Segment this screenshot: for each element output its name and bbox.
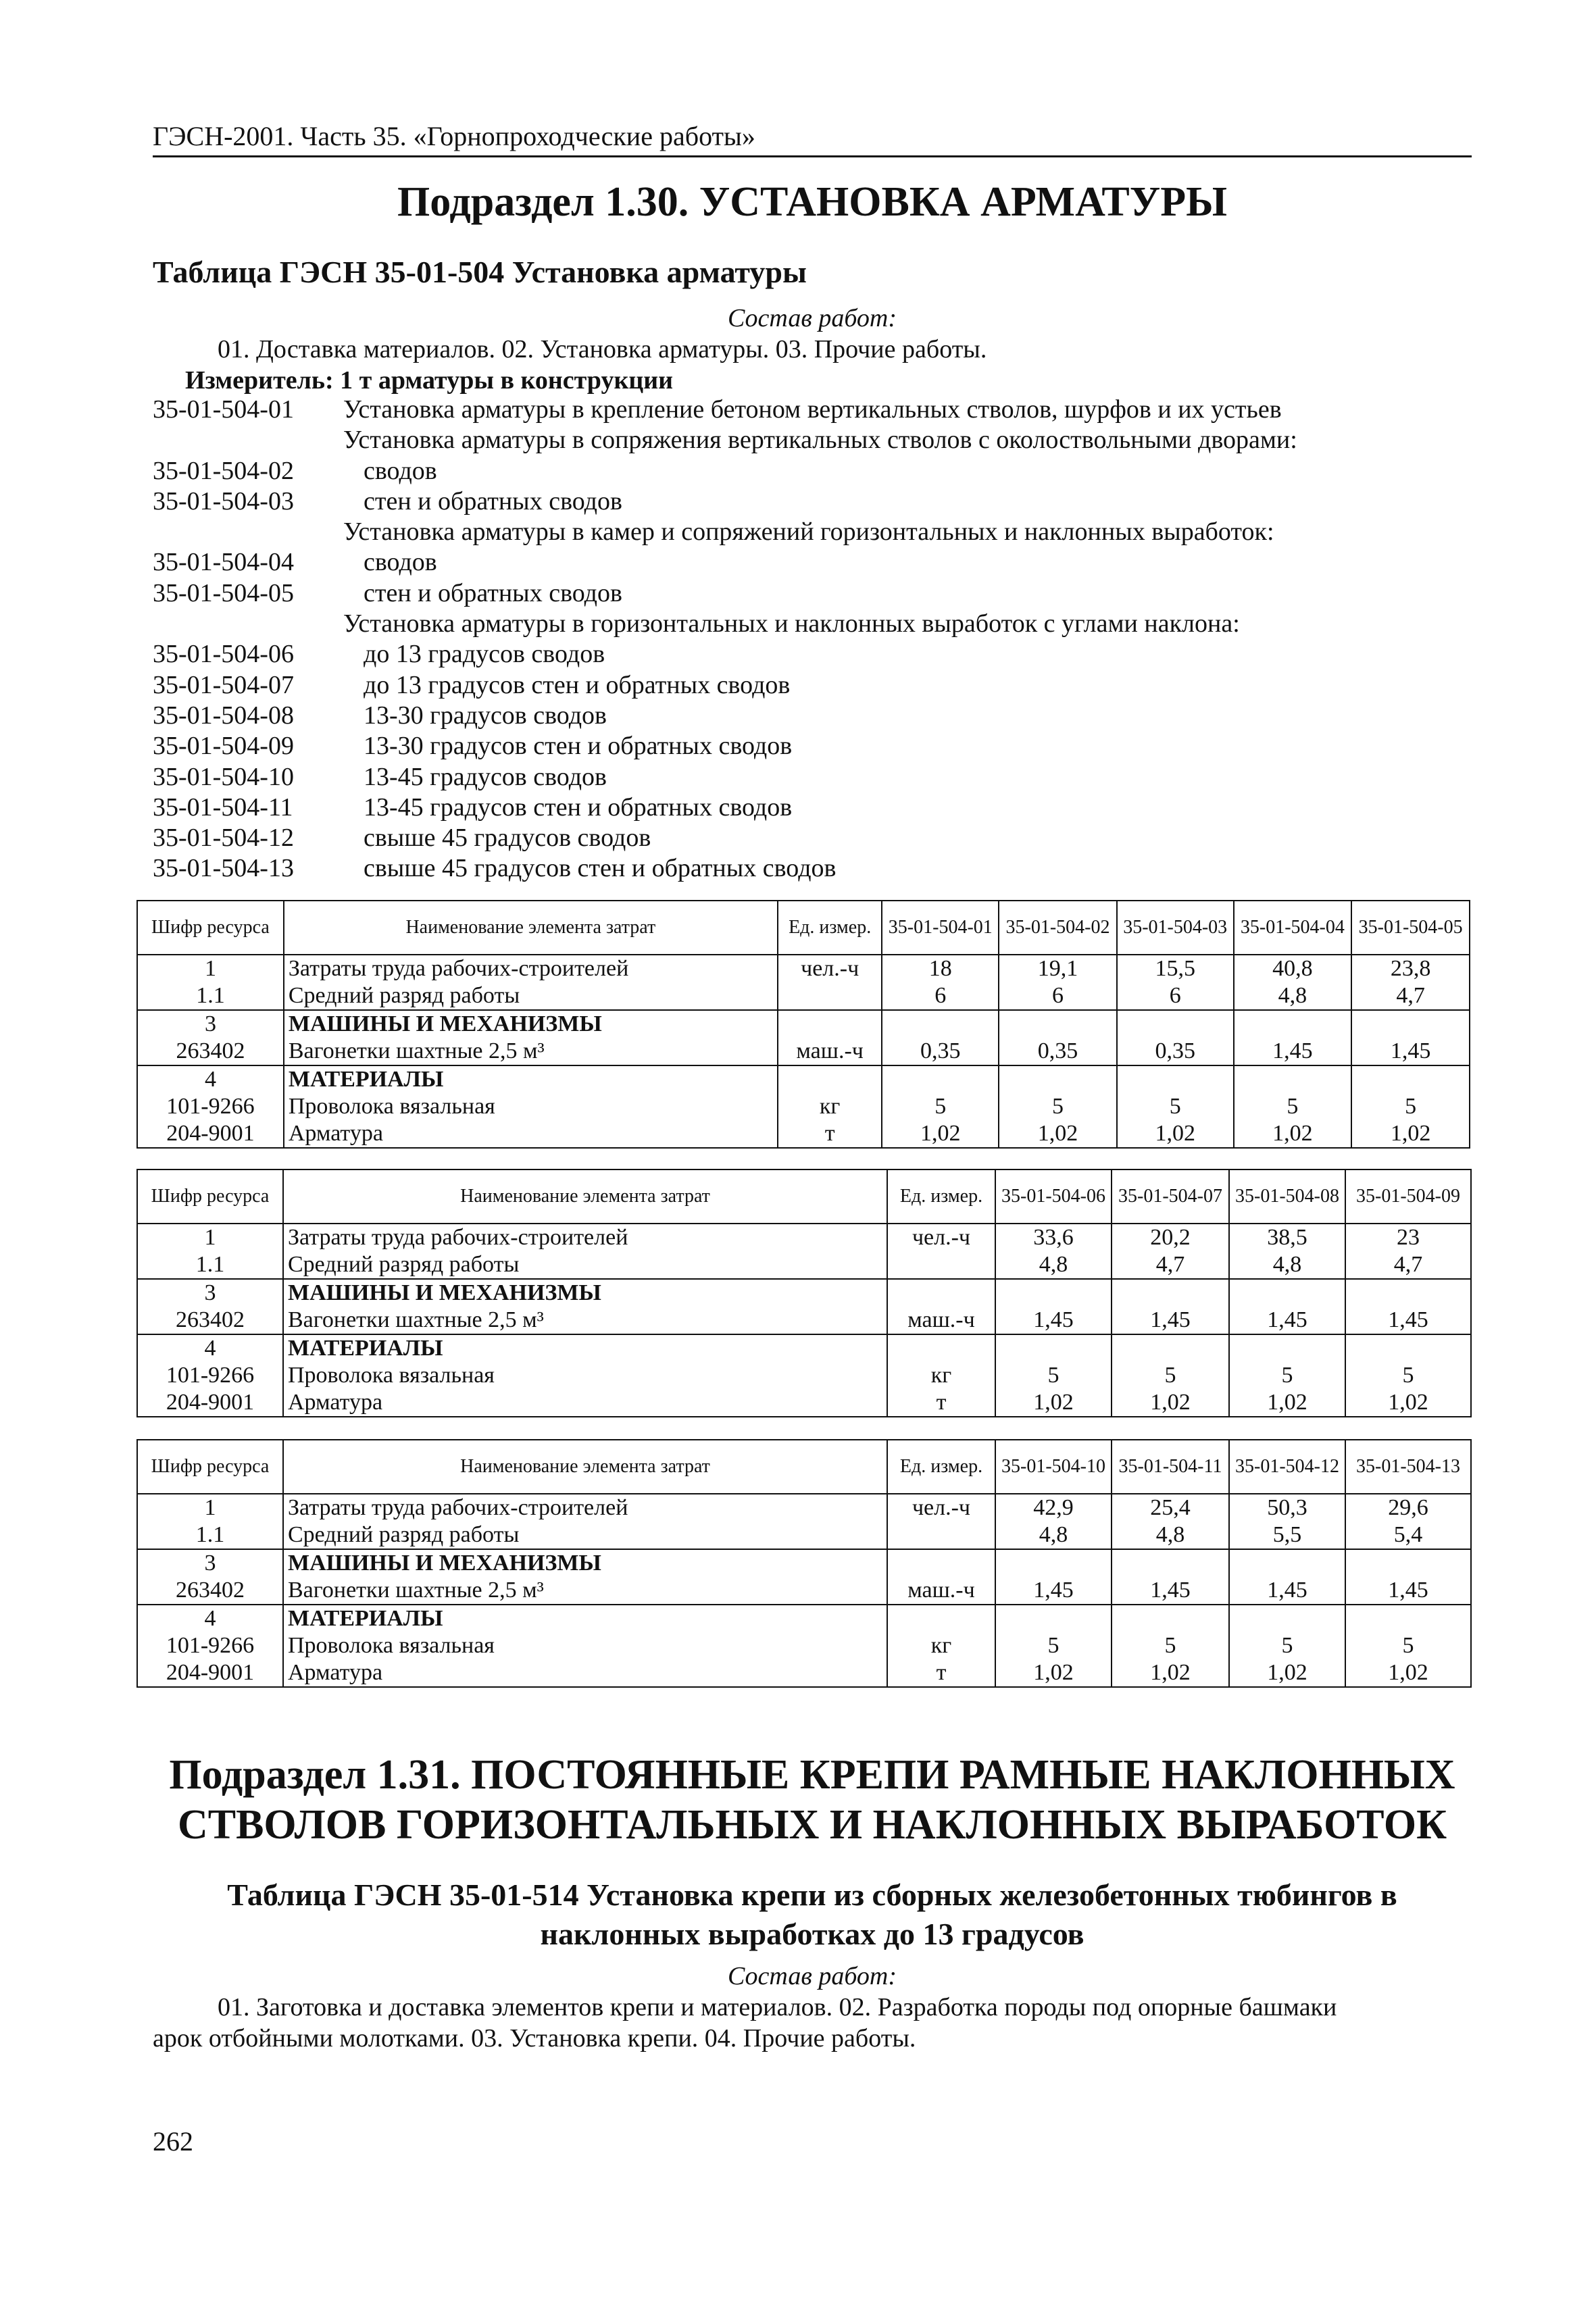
resource-code: 3 [204,1280,216,1305]
value: 1,02 [1033,1660,1074,1685]
value: 0,35 [1155,1038,1195,1063]
resource-code: 3 [204,1551,216,1576]
value: 1,02 [1267,1660,1307,1685]
code-list-row [153,547,1472,578]
value: 5 [1402,1363,1414,1388]
norm-description: стен и обратных сводов [364,578,622,607]
resource-code: 263402 [176,1038,245,1063]
value: 4,8 [1272,1252,1302,1277]
value: 33,6 [1033,1225,1074,1250]
norm-code: 35-01-504-06 [153,640,294,669]
value: 1,02 [1037,1121,1078,1146]
value: 0,35 [920,1038,961,1063]
header-name: Наименование элемента затрат [283,1440,887,1494]
unit: кг [930,1363,952,1388]
norm-description: Установка арматуры в крепление бетоном вертикальных стволов, шурфов и их устьев [343,395,1282,424]
unit: т [824,1121,835,1146]
measure-unit: Измеритель: 1 т арматуры в конструкции [185,366,674,395]
header-unit: Ед. измер. [887,1169,995,1224]
value: 4,8 [1155,1522,1185,1547]
work-composition-text: 01. Доставка материалов. 02. Установка арматуры. 03. Прочие работы. [218,335,987,363]
value: 40,8 [1272,956,1313,981]
value: 1,45 [1150,1578,1191,1603]
resource-code: 263402 [176,1578,245,1603]
resource-code: 4 [204,1067,216,1092]
header-col: 35-01-504-10 [995,1440,1112,1494]
group-title: МАШИНЫ И МЕХАНИЗМЫ [288,1551,601,1576]
value: 19,1 [1037,956,1078,981]
resource-code: 1.1 [196,983,225,1008]
cost-name: Арматура [288,1390,383,1415]
resource-code: 101-9266 [166,1633,255,1658]
value: 1,45 [1388,1307,1428,1332]
group-title: МАШИНЫ И МЕХАНИЗМЫ [288,1011,602,1036]
resource-code: 1 [204,1495,216,1520]
cost-name: Средний разряд работы [288,983,520,1008]
value: 1,02 [1267,1390,1307,1415]
value: 1,45 [1033,1307,1074,1332]
table-header-row [137,901,1470,955]
norm-code: 35-01-504-10 [153,762,294,791]
resource-code: 3 [204,1011,216,1036]
cost-name: Арматура [288,1660,383,1685]
norm-table-3 [136,1439,1472,1688]
group-title: МАШИНЫ И МЕХАНИЗМЫ [288,1280,601,1305]
header-col: 35-01-504-11 [1112,1440,1229,1494]
value: 1,45 [1388,1578,1428,1603]
value: 6 [1169,983,1181,1008]
value: 5 [1281,1363,1293,1388]
work-composition-text-2b: арок отбойными молотками. 03. Установка крепи. 04. Прочие работы. [153,2024,916,2053]
norm-table-1 [136,900,1470,1149]
header-col: 35-01-504-03 [1117,901,1234,955]
resource-code: 101-9266 [166,1094,255,1119]
header-code: Шифр ресурса [137,1440,283,1494]
section-title-1-30: Подраздел 1.30. УСТАНОВКА АРМАТУРЫ [397,179,1227,225]
norm-description: свыше 45 градусов стен и обратных сводов [364,854,837,883]
norm-description: Установка арматуры в горизонтальных и наклонных выработок с углами наклона: [343,609,1240,638]
resource-code: 4 [204,1336,216,1361]
value: 5 [1051,1094,1064,1119]
value: 5 [934,1094,947,1119]
value: 1,02 [1390,1121,1431,1146]
value: 18 [928,956,952,981]
value: 1,02 [1155,1121,1195,1146]
value: 4,8 [1278,983,1307,1008]
header-col: 35-01-504-02 [999,901,1117,955]
cost-name: Затраты труда рабочих-строителей [288,956,629,981]
norm-description: 13-45 градусов стен и обратных сводов [364,793,793,822]
table-title-35-01-514-line2: наклонных выработках до 13 градусов [540,1917,1084,1951]
table-row-labor [137,1224,1471,1279]
norm-code: 35-01-504-13 [153,854,294,883]
value: 4,7 [1155,1252,1185,1277]
header-col: 35-01-504-13 [1345,1440,1471,1494]
resource-code: 204-9001 [166,1390,255,1415]
value: 5 [1047,1633,1059,1658]
norm-description: до 13 градусов стен и обратных сводов [364,670,791,699]
code-list-row [153,639,1472,670]
header-name: Наименование элемента затрат [283,1169,887,1224]
value: 5 [1169,1094,1181,1119]
table-header-row [137,1169,1471,1224]
code-list-row [153,609,1472,639]
table-row-machines [137,1010,1470,1065]
value: 5 [1281,1633,1293,1658]
cost-name: Проволока вязальная [288,1094,495,1119]
norm-description: свыше 45 градусов сводов [364,824,651,853]
value: 6 [1051,983,1064,1008]
value: 4,8 [1039,1522,1068,1547]
resource-code: 263402 [176,1307,245,1332]
resource-code: 1 [204,956,216,981]
norm-code: 35-01-504-09 [153,732,294,761]
table-title-35-01-504: Таблица ГЭСН 35-01-504 Установка арматуры [153,255,807,289]
unit: т [936,1390,947,1415]
value: 4,7 [1396,983,1425,1008]
unit: кг [930,1633,952,1658]
section-title-1-31-line2: СТВОЛОВ ГОРИЗОНТАЛЬНЫХ И НАКЛОННЫХ ВЫРАБОТОК [177,1802,1447,1848]
section-title-1-31-line1: Подраздел 1.31. ПОСТОЯННЫЕ КРЕПИ РАМНЫЕ НАКЛОННЫХ [169,1752,1455,1798]
table-row-machines [137,1279,1471,1334]
work-composition-label-2: Состав работ: [727,1962,897,1990]
cost-name: Вагонетки шахтные 2,5 м³ [288,1038,545,1063]
value: 1,45 [1272,1038,1313,1063]
unit: маш.-ч [907,1578,975,1603]
table-header-row [137,1440,1471,1494]
unit: чел.-ч [801,956,859,981]
norm-code: 35-01-504-12 [153,824,294,853]
value: 20,2 [1150,1225,1191,1250]
header-col: 35-01-504-09 [1345,1169,1471,1224]
value: 38,5 [1267,1225,1307,1250]
value: 5 [1047,1363,1059,1388]
table-row-materials [137,1334,1471,1417]
unit: чел.-ч [912,1495,971,1520]
cost-name: Затраты труда рабочих-строителей [288,1225,628,1250]
norm-table-2 [136,1169,1472,1417]
norm-code: 35-01-504-07 [153,670,294,699]
code-list-row [153,823,1472,853]
value: 42,9 [1033,1495,1074,1520]
resource-code: 1.1 [195,1252,225,1277]
norm-code: 35-01-504-03 [153,486,294,515]
value: 15,5 [1155,956,1195,981]
value: 1,45 [1390,1038,1431,1063]
code-list-row [153,395,1472,425]
code-list-row [153,853,1472,884]
work-composition-label: Состав работ: [727,304,897,332]
norm-code: 35-01-504-08 [153,701,294,730]
cost-name: Вагонетки шахтные 2,5 м³ [288,1578,544,1603]
code-list-row [153,486,1472,517]
resource-code: 1.1 [195,1522,225,1547]
norm-code: 35-01-504-02 [153,456,294,485]
value: 25,4 [1150,1495,1191,1520]
value: 1,45 [1267,1307,1307,1332]
value: 1,02 [1150,1660,1191,1685]
header-col: 35-01-504-12 [1229,1440,1345,1494]
resource-code: 101-9266 [166,1363,255,1388]
value: 5 [1164,1633,1176,1658]
code-list-row [153,731,1472,761]
header-unit: Ед. измер. [778,901,882,955]
value: 1,02 [1150,1390,1191,1415]
norm-code: 35-01-504-11 [153,793,293,822]
norm-description: 13-30 градусов сводов [364,701,607,730]
header-code: Шифр ресурса [137,1169,283,1224]
value: 5 [1164,1363,1176,1388]
cost-name: Средний разряд работы [288,1252,520,1277]
value: 1,02 [1033,1390,1074,1415]
norm-code: 35-01-504-04 [153,548,294,577]
running-header: ГЭСН-2001. Часть 35. «Горнопроходческие работы» [153,120,1472,157]
header-code: Шифр ресурса [137,901,284,955]
cost-name: Проволока вязальная [288,1633,495,1658]
value: 1,02 [1272,1121,1313,1146]
value: 1,45 [1267,1578,1307,1603]
table-row-materials [137,1605,1471,1687]
value: 1,02 [1388,1390,1428,1415]
norm-description: сводов [364,456,437,485]
cost-name: Арматура [288,1121,383,1146]
header-col: 35-01-504-06 [995,1169,1112,1224]
code-list-row [153,425,1472,455]
code-list-row [153,701,1472,731]
header-col: 35-01-504-05 [1351,901,1470,955]
value: 5 [1405,1094,1417,1119]
value: 50,3 [1267,1495,1307,1520]
work-composition-text-2a: 01. Заготовка и доставка элементов крепи и материалов. 02. Разработка породы под опорные башмаки [218,1993,1337,2021]
value: 23 [1397,1225,1420,1250]
value: 29,6 [1388,1495,1428,1520]
resource-code: 4 [204,1606,216,1631]
norm-description: 13-45 градусов сводов [364,762,607,791]
norm-description: стен и обратных сводов [364,486,622,515]
norm-description: Установка арматуры в камер и сопряжений горизонтальных и наклонных выработок: [343,518,1274,547]
cost-name: Вагонетки шахтные 2,5 м³ [288,1307,544,1332]
code-list-row [153,456,1472,486]
group-title: МАТЕРИАЛЫ [288,1067,444,1092]
resource-code: 1 [204,1225,216,1250]
unit: т [936,1660,947,1685]
code-list-row [153,517,1472,547]
unit: маш.-ч [907,1307,975,1332]
unit: кг [819,1094,841,1119]
value: 5,4 [1393,1522,1423,1547]
header-name: Наименование элемента затрат [284,901,778,955]
code-list [153,395,1472,884]
header-col: 35-01-504-01 [882,901,999,955]
value: 1,45 [1150,1307,1191,1332]
norm-description: 13-30 градусов стен и обратных сводов [364,732,793,761]
value: 1,02 [920,1121,961,1146]
unit: маш.-ч [796,1038,864,1063]
unit: чел.-ч [912,1225,971,1250]
header-col: 35-01-504-08 [1229,1169,1345,1224]
value: 5 [1287,1094,1299,1119]
table-row-labor [137,955,1470,1010]
group-title: МАТЕРИАЛЫ [288,1606,443,1631]
header-col: 35-01-504-04 [1234,901,1352,955]
value: 4,7 [1393,1252,1423,1277]
table-row-materials [137,1065,1470,1148]
code-list-row [153,670,1472,701]
page-number: 262 [153,2126,193,2157]
cost-name: Средний разряд работы [288,1522,520,1547]
group-title: МАТЕРИАЛЫ [288,1336,443,1361]
code-list-row [153,578,1472,609]
table-row-machines [137,1549,1471,1605]
cost-name: Затраты труда рабочих-строителей [288,1495,628,1520]
norm-code: 35-01-504-05 [153,578,294,607]
table-title-35-01-514-line1: Таблица ГЭСН 35-01-514 Установка крепи из сборных железобетонных тюбингов в [227,1878,1397,1912]
norm-description: до 13 градусов сводов [364,640,605,669]
header-unit: Ед. измер. [887,1440,995,1494]
table-row-labor [137,1494,1471,1549]
value: 1,02 [1388,1660,1428,1685]
value: 5,5 [1272,1522,1302,1547]
cost-name: Проволока вязальная [288,1363,495,1388]
resource-code: 204-9001 [166,1121,255,1146]
resource-code: 204-9001 [166,1660,255,1685]
value: 1,45 [1033,1578,1074,1603]
value: 23,8 [1390,956,1431,981]
value: 5 [1402,1633,1414,1658]
value: 6 [934,983,947,1008]
norm-description: Установка арматуры в сопряжения вертикальных стволов с околоствольными дворами: [343,426,1297,455]
code-list-row [153,793,1472,823]
norm-code: 35-01-504-01 [153,395,294,424]
code-list-row [153,762,1472,793]
value: 0,35 [1037,1038,1078,1063]
norm-description: сводов [364,548,437,577]
header-col: 35-01-504-07 [1112,1169,1229,1224]
value: 4,8 [1039,1252,1068,1277]
